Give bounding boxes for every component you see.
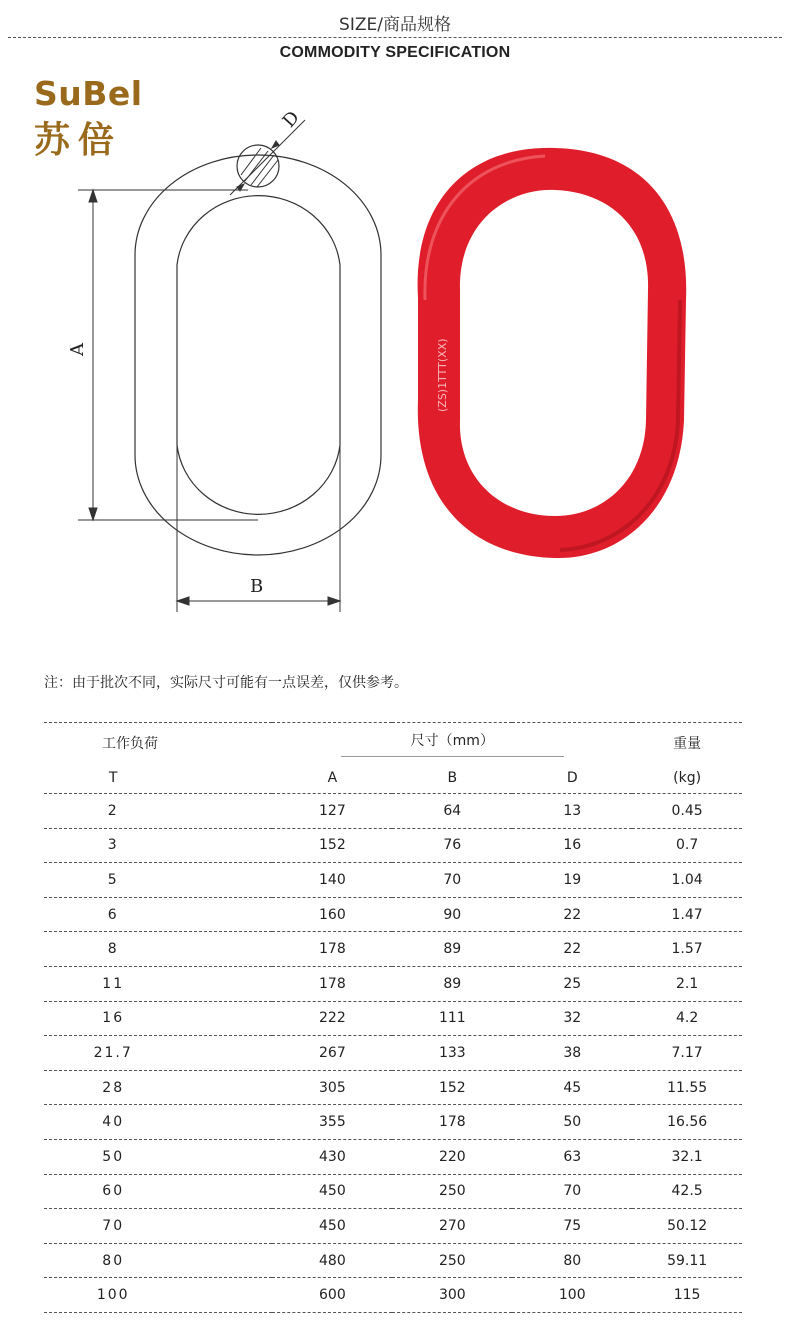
cell-load: 3 bbox=[44, 828, 272, 863]
cell-b: 111 bbox=[392, 1001, 512, 1036]
cell-b: 89 bbox=[392, 932, 512, 967]
table-row bbox=[44, 897, 742, 932]
table-row bbox=[44, 966, 742, 1001]
cell-weight: 0.7 bbox=[632, 828, 742, 863]
cell-d: 63 bbox=[512, 1139, 632, 1174]
cell-load: 60 bbox=[44, 1174, 272, 1209]
cell-b: 64 bbox=[392, 794, 512, 829]
table-row bbox=[44, 1139, 742, 1174]
specification-table bbox=[44, 722, 742, 1313]
table-row bbox=[44, 828, 742, 863]
table-header-row bbox=[44, 723, 742, 764]
link-outer-outline bbox=[135, 155, 381, 555]
label-d: D bbox=[278, 107, 304, 132]
cell-weight: 50.12 bbox=[632, 1209, 742, 1244]
cell-load: 21.7 bbox=[44, 1036, 272, 1071]
section-subtitle: COMMODITY SPECIFICATION bbox=[279, 44, 511, 61]
cell-a: 305 bbox=[272, 1070, 392, 1105]
cell-d: 70 bbox=[512, 1174, 632, 1209]
cell-a: 222 bbox=[272, 1001, 392, 1036]
cell-load: 8 bbox=[44, 932, 272, 967]
specification-rows bbox=[44, 794, 742, 1313]
subheader-kg: (kg) bbox=[673, 770, 702, 786]
cell-a: 160 bbox=[272, 897, 392, 932]
product-photo bbox=[418, 148, 687, 558]
table-row bbox=[44, 1209, 742, 1244]
header-divider bbox=[8, 37, 782, 38]
cell-b: 89 bbox=[392, 966, 512, 1001]
logo-cjk-text: 苏倍 bbox=[34, 120, 123, 161]
table-row bbox=[44, 1105, 742, 1140]
cell-b: 300 bbox=[392, 1278, 512, 1313]
cell-weight: 4.2 bbox=[632, 1001, 742, 1036]
cell-d: 19 bbox=[512, 863, 632, 898]
cell-b: 152 bbox=[392, 1070, 512, 1105]
header-working-load: 工作负荷 bbox=[44, 723, 272, 764]
cell-a: 178 bbox=[272, 966, 392, 1001]
label-a: A bbox=[67, 343, 88, 356]
subheader-t: T bbox=[108, 770, 118, 786]
cell-b: 250 bbox=[392, 1243, 512, 1278]
cell-a: 355 bbox=[272, 1105, 392, 1140]
cell-load: 11 bbox=[44, 966, 272, 1001]
cell-load: 50 bbox=[44, 1139, 272, 1174]
header-weight: 重量 bbox=[632, 723, 742, 764]
cell-b: 90 bbox=[392, 897, 512, 932]
table-row bbox=[44, 794, 742, 829]
cell-d: 22 bbox=[512, 897, 632, 932]
cell-weight: 115 bbox=[632, 1278, 742, 1313]
cell-b: 76 bbox=[392, 828, 512, 863]
cell-a: 127 bbox=[272, 794, 392, 829]
table-row bbox=[44, 1278, 742, 1313]
cell-b: 250 bbox=[392, 1174, 512, 1209]
cell-load: 6 bbox=[44, 897, 272, 932]
cell-a: 178 bbox=[272, 932, 392, 967]
table-subheader-row bbox=[44, 763, 742, 794]
link-outline-drawing bbox=[135, 145, 381, 555]
cell-weight: 1.47 bbox=[632, 897, 742, 932]
section-title: SIZE/商品规格 bbox=[339, 15, 451, 35]
cell-weight: 1.04 bbox=[632, 863, 742, 898]
cell-d: 38 bbox=[512, 1036, 632, 1071]
link-inner-outline bbox=[177, 196, 340, 515]
cell-d: 75 bbox=[512, 1209, 632, 1244]
logo-latin-text: SuBel bbox=[34, 74, 143, 113]
cell-load: 100 bbox=[44, 1278, 272, 1313]
cell-a: 267 bbox=[272, 1036, 392, 1071]
table-row bbox=[44, 1243, 742, 1278]
cell-b: 220 bbox=[392, 1139, 512, 1174]
cell-a: 140 bbox=[272, 863, 392, 898]
cell-a: 152 bbox=[272, 828, 392, 863]
cell-weight: 11.55 bbox=[632, 1070, 742, 1105]
red-link-body bbox=[418, 148, 687, 558]
cell-d: 22 bbox=[512, 932, 632, 967]
cell-d: 16 bbox=[512, 828, 632, 863]
header-dimensions-label: 尺寸（mm） bbox=[341, 730, 564, 757]
cell-a: 600 bbox=[272, 1278, 392, 1313]
cell-weight: 59.11 bbox=[632, 1243, 742, 1278]
table-row bbox=[44, 1070, 742, 1105]
table-row bbox=[44, 1174, 742, 1209]
header-dimensions bbox=[272, 723, 632, 764]
cell-load: 40 bbox=[44, 1105, 272, 1140]
cell-b: 133 bbox=[392, 1036, 512, 1071]
cell-d: 100 bbox=[512, 1278, 632, 1313]
cell-weight: 7.17 bbox=[632, 1036, 742, 1071]
cell-a: 430 bbox=[272, 1139, 392, 1174]
cell-a: 480 bbox=[272, 1243, 392, 1278]
table-row bbox=[44, 1001, 742, 1036]
label-b: B bbox=[250, 576, 264, 597]
cell-weight: 16.56 bbox=[632, 1105, 742, 1140]
cell-a: 450 bbox=[272, 1209, 392, 1244]
cell-load: 5 bbox=[44, 863, 272, 898]
dimension-diagram bbox=[0, 90, 790, 630]
cell-b: 70 bbox=[392, 863, 512, 898]
size-tolerance-note: 注：由于批次不同，实际尺寸可能有一点误差，仅供参考。 bbox=[44, 675, 408, 691]
cell-d: 80 bbox=[512, 1243, 632, 1278]
table-row bbox=[44, 863, 742, 898]
cell-b: 178 bbox=[392, 1105, 512, 1140]
cell-load: 2 bbox=[44, 794, 272, 829]
cell-weight: 0.45 bbox=[632, 794, 742, 829]
subheader-a: A bbox=[327, 770, 338, 786]
cell-d: 32 bbox=[512, 1001, 632, 1036]
cell-weight: 32.1 bbox=[632, 1139, 742, 1174]
cell-load: 80 bbox=[44, 1243, 272, 1278]
cell-load: 70 bbox=[44, 1209, 272, 1244]
cell-weight: 2.1 bbox=[632, 966, 742, 1001]
cell-d: 25 bbox=[512, 966, 632, 1001]
cell-weight: 42.5 bbox=[632, 1174, 742, 1209]
cell-d: 50 bbox=[512, 1105, 632, 1140]
cell-d: 45 bbox=[512, 1070, 632, 1105]
cell-load: 28 bbox=[44, 1070, 272, 1105]
cell-d: 13 bbox=[512, 794, 632, 829]
cell-a: 450 bbox=[272, 1174, 392, 1209]
cell-b: 270 bbox=[392, 1209, 512, 1244]
link-stamp-text: (ZS)1TTT(XX) bbox=[436, 338, 449, 412]
cell-weight: 1.57 bbox=[632, 932, 742, 967]
subheader-d: D bbox=[566, 770, 578, 786]
a-dimension bbox=[78, 190, 258, 520]
table-row bbox=[44, 932, 742, 967]
subheader-b: B bbox=[447, 770, 458, 786]
cell-load: 16 bbox=[44, 1001, 272, 1036]
table-row bbox=[44, 1036, 742, 1071]
